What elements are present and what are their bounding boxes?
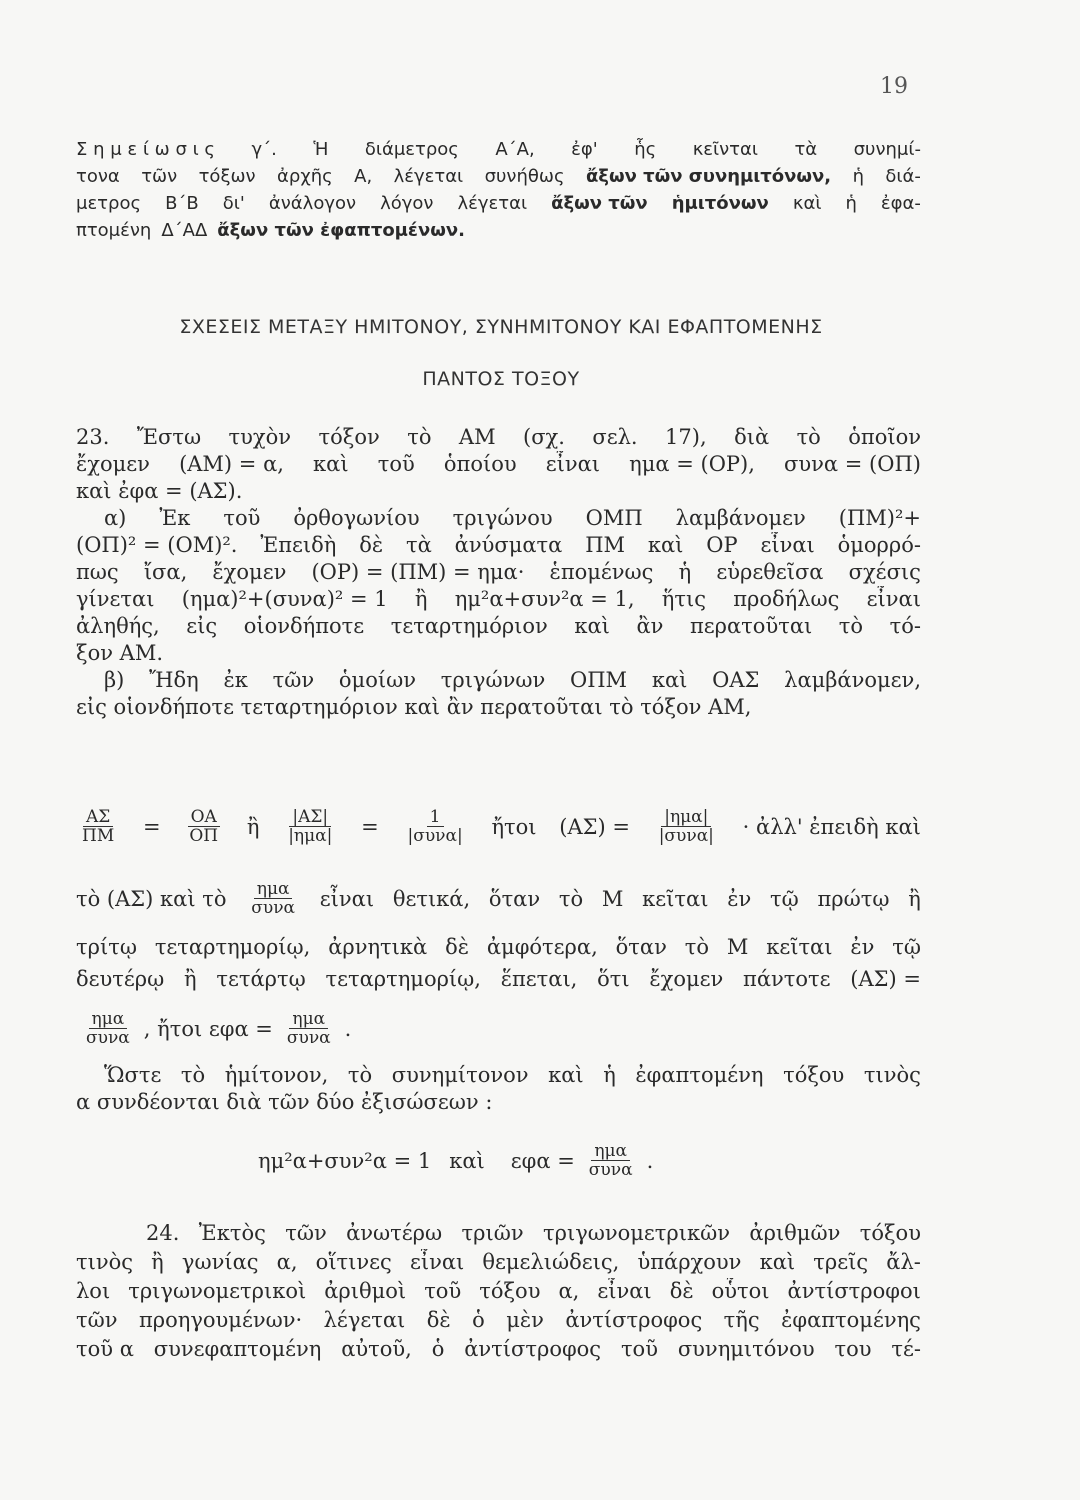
fraction: $\frac{OA}{O\Pi}$ [189,807,219,846]
word: διὰ [734,425,770,449]
fraction: $\frac{|A\Sigma|}{\text{|ημα|}}$ [288,807,333,846]
word: ἥτις [661,587,706,611]
section-23 [76,424,921,721]
word: τῶν [76,1308,118,1332]
word: τυχὸν [228,425,292,449]
word: δὲ [669,1279,694,1303]
text-line [76,694,921,721]
word: , ἤτοι εφα = [143,1016,273,1041]
text-line [76,532,921,559]
word: ὑπάρχουν [637,1250,742,1274]
word: τινὸς [863,1063,921,1087]
word: κεῖνται [692,139,758,160]
word: ὁποίου [443,452,517,476]
word: τόξου [479,1279,541,1303]
word: ἐφ' [571,139,598,160]
word: τὸ [407,425,432,449]
word: περατοῦται [689,614,813,638]
word: . [646,1148,654,1173]
equals: = [361,814,379,839]
word: δὲ [426,1308,451,1332]
word: (ΑΜ) = α, [179,452,284,476]
final-equations [258,1142,653,1179]
word: ἢ [184,967,197,991]
word: τρίτῳ [76,935,137,959]
word: θετικά, [392,886,471,911]
word: ἀνάλογον [268,193,357,214]
section-number: 23. [76,425,110,449]
word: τὸ [838,614,864,638]
word: καὶ [647,533,684,557]
word: (ημα)²+(συνα)² = 1 [181,587,388,611]
bold-term: ἡμιτόνων [671,193,769,214]
fraction: $\frac{A\Sigma}{\Pi M}$ [82,807,115,846]
word: ἀριθμῶν [749,1221,841,1245]
word: τεταρτημορίῳ, [154,935,311,959]
word: τὸ [684,935,709,959]
word: ἀντίστροφοι [787,1279,921,1303]
word: θεμελιώδεις, [482,1250,620,1274]
word: (ΑΣ) = [850,967,921,991]
word: Ἡ [313,139,329,160]
word: ὅτι [597,967,630,991]
word: προδήλως [733,587,840,611]
word: ἔχομεν [649,967,724,991]
word: ἕπεται, [500,967,578,991]
word: ἧς [634,139,657,160]
word: μετρος [76,193,142,214]
bold-term: ἄξων τῶν [551,193,648,214]
text-line [76,163,921,190]
word: ἡ [678,560,692,584]
word: τέ- [891,1337,921,1361]
word: Σ η μ ε ί ω σ ι ς [76,139,215,160]
word: ΑΜ [458,425,496,449]
word: τὸ [347,1063,373,1087]
word: συνεφαπτομένη [153,1337,322,1361]
word: προηγουμένων· [138,1308,303,1332]
word: κεῖται [766,935,833,959]
word: Ἤδη [149,668,199,692]
word: ἢ [414,587,428,611]
word: Α΄Α, [495,139,535,160]
word: γίνεται [76,587,155,611]
word: τοῦ α [76,1337,134,1361]
word: ὁ [431,1337,445,1361]
word: λοι [76,1279,111,1303]
word: ἡ [845,193,857,214]
word: λέγεται [457,193,528,214]
word: τεταρτημορίῳ, [325,967,481,991]
text-line [76,505,921,532]
word: του [834,1337,872,1361]
word: ὁποῖον [848,425,921,449]
word: τὸ [180,1063,206,1087]
word: τονα [76,166,120,187]
word: ἐφαπτομένης [781,1308,921,1332]
word: ἀμφότερα, [486,935,598,959]
text-line [76,1062,921,1089]
word: λέγεται [393,166,464,187]
word: ἡ [852,166,864,187]
formula-ratio-line [76,808,921,845]
word: τριγώνων [440,668,546,692]
equals: = [142,814,161,839]
word: πρώτῳ [817,886,890,911]
word: τῶν [272,668,315,692]
fraction: $\frac{\text{ημα}}{\text{συνα}}$ [286,1009,331,1048]
word: 17), [665,425,707,449]
word: α, [558,1279,580,1303]
word: ημα = (ΟΡ), [629,452,755,476]
section-heading: ΣΧΕΣΕΙΣ ΜΕΤΑΞΥ ΗΜΙΤΟΝΟΥ, ΣΥΝΗΜΙΤΟΝΟΥ ΚΑΙ ΕΦΑΠΤΟΜΕΝΗΣ [179,316,823,338]
text-line [76,424,921,451]
word: εἶναι [545,452,601,476]
word: ξον ΑΜ. [76,641,163,665]
word: τὸ (ΑΣ) καὶ τὸ [76,886,227,911]
word: τῶν [285,1221,327,1245]
word: ἡμίτονον, [224,1063,329,1087]
text-line [76,934,921,961]
word: (ΟΠ)² = (ΟΜ)². [76,533,238,557]
word: ἀριθμοὶ [324,1279,407,1303]
word: τὸ [796,425,821,449]
word: (ΠΜ)²+ [838,506,921,530]
word: ὅταν [615,935,667,959]
word: τόξου [783,1063,845,1087]
word: συνημίτονον [391,1063,529,1087]
word: λέγεται [323,1308,406,1332]
word: καὶ [792,193,822,214]
word: δι' [222,193,245,214]
word: ἀρχῆς [277,166,333,187]
text-line [76,559,921,586]
word: καὶ [759,1250,796,1274]
word: διά- [885,166,921,187]
word: α) [104,506,127,530]
text-line [76,966,921,993]
word: ὁ [472,1308,485,1332]
word: ἐφα- [880,193,921,214]
word: ὅταν [488,886,541,911]
word: Δ΄ΑΔ [161,220,208,241]
word: τόξου [859,1221,921,1245]
word: εἶναι [760,533,815,557]
word: ἀντίστροφος [464,1337,602,1361]
word: καὶ [651,668,688,692]
word: (σχ. [523,425,565,449]
word: τῶν [141,166,178,187]
word: τετάρτῳ [216,967,306,991]
word: τρεῖς [813,1250,869,1274]
word: (ΟΡ) = (ΠΜ) = ημα· [311,560,525,584]
bold-term: ἄξων τῶν ἐφαπτομένων. [217,220,465,241]
word: τοῦ [620,1337,658,1361]
word: Ἐπειδὴ [260,533,337,557]
word: ἐκ [223,668,248,692]
word: τοῦ [424,1279,462,1303]
word: ὁμοίων [338,668,416,692]
word: ἀρνητικὰ [328,935,428,959]
word: σχέσις [848,560,921,584]
word: εἶναι [866,587,921,611]
word: γωνίας [181,1250,259,1274]
word: τῷ [892,935,921,959]
paragraph-continuation [76,934,921,993]
word: ἀντίστροφος [565,1308,703,1332]
word: τὰ [406,533,432,557]
word: ἔχομεν [212,560,287,584]
word: ἀνωτέρω [346,1221,443,1245]
word: λαμβάνομεν [675,506,806,530]
word: τριῶν [461,1221,524,1245]
text-line-fraction [76,880,921,917]
formula-tangent-line [80,1010,351,1047]
word: (ΑΣ) = [559,814,630,839]
word: δευτέρῳ [76,967,165,991]
fraction: $\frac{\text{ημα}}{\text{συνα}}$ [251,879,296,918]
word: εἶναι [409,1250,465,1274]
text-line [76,1278,921,1307]
text-line [76,136,921,163]
word: συνημιτόνου [677,1337,815,1361]
word: δὲ [445,935,470,959]
word: πάντοτε [743,967,831,991]
equation-identity: ημ²α+συν²α = 1 [258,1148,432,1173]
word: οἱονδήποτε [243,614,365,638]
word: . [344,1016,352,1041]
text-line [76,613,921,640]
word: τὸ [558,886,584,911]
text-line [76,1249,921,1278]
word: Α, [354,166,373,187]
word: ἐν [727,886,752,911]
word: ἢ [908,886,921,911]
word: τόξον [318,425,380,449]
word: συνα = (ΟΠ) [784,452,921,476]
word: κεῖται [642,886,709,911]
word: ἢ [246,814,260,839]
word: λόγον [380,193,434,214]
word: ἀληθής, [76,614,160,638]
word: μὲν [506,1308,544,1332]
word: ἄλ- [886,1250,921,1274]
word: Β΄Β [165,193,199,214]
word: καὶ [313,452,349,476]
text-line [76,1089,921,1116]
word: ἀνύσματα [454,533,563,557]
word: τριγωνομετρικῶν [543,1221,731,1245]
text-line [76,1336,921,1365]
word: τεταρτημόριον [390,614,548,638]
word: εἶναι [319,886,375,911]
word: οὗτοι [711,1279,770,1303]
word: τῷ [770,886,799,911]
word: καὶ ἐφα = (ΑΣ). [76,479,243,503]
word: εἰς οἱονδήποτε τεταρτημόριον καὶ ἂν περατοῦται τὸ τόξον ΑΜ, [76,695,752,719]
word: δὲ [359,533,384,557]
word: Ἔστω [136,425,202,449]
word: εἰς [186,614,218,638]
section-24 [76,1220,921,1365]
word: ἡ [603,1063,616,1087]
word: τριγωνομετρικοὶ [128,1279,307,1303]
word: Ἐκτὸς [198,1221,266,1245]
word: ΟΡ [706,533,738,557]
word: ἂν [636,614,664,638]
word: α συνδέονται διὰ τῶν δύο ἐξισώσεων : [76,1090,493,1114]
word: πως [76,560,119,584]
word: εἶναι [597,1279,652,1303]
word: ΟΠΜ [570,668,628,692]
word: Ὥστε [104,1063,162,1087]
word: εφα = [510,1148,575,1173]
word: α, [276,1250,298,1274]
word: ἔχομεν [76,452,150,476]
word: συνημί- [853,139,921,160]
word: διάμετρος [364,139,459,160]
word: λαμβάνομεν, [784,668,921,692]
word: ημ²α+συν²α = 1, [454,587,635,611]
word: τοῦ [377,452,415,476]
word: τόξων [198,166,256,187]
text-line [76,1307,921,1336]
fraction: $\frac{1}{\text{|συνα|}}$ [407,807,463,846]
word: ἐν [850,935,875,959]
text-line [76,451,921,478]
fraction: $\frac{\text{ημα}}{\text{συνα}}$ [588,1141,633,1180]
section-number: 24. [146,1221,180,1245]
page-number: 19 [880,74,908,99]
word: ἐφαπτομένη [635,1063,764,1087]
word: εὑρεθεῖσα [716,560,824,584]
word: ἑπομένως [549,560,654,584]
word: οἵτινες [315,1250,392,1274]
word: ἤτοι [491,814,537,839]
word: πτομένη [76,220,152,241]
word: τό- [889,614,921,638]
word: τῆς [723,1308,760,1332]
fraction: $\frac{\text{ημα}}{\text{συνα}}$ [86,1009,130,1048]
word: καὶ [449,1148,485,1173]
word: Μ [601,886,624,911]
word: τοῦ [223,506,261,530]
word: Μ [726,935,749,959]
text-line [76,1220,921,1249]
word: ΟΜΠ [585,506,643,530]
word: ὁμορρό- [837,533,921,557]
word: σελ. [592,425,638,449]
word: γ΄. [251,139,277,160]
word: ἴσα, [143,560,188,584]
bold-term: ἄξων τῶν συνημιτόνων, [585,166,832,187]
note-paragraph [76,136,921,244]
text-line [76,190,921,217]
text-line [76,640,921,667]
word: ἢ [151,1250,164,1274]
word: καὶ [548,1063,584,1087]
word: αὐτοῦ, [341,1337,412,1361]
word: καὶ [574,614,610,638]
section-heading-2: ΠΑΝΤΟΣ ΤΟΞΟΥ [422,368,580,390]
text-line [76,586,921,613]
text-line [76,667,921,694]
text-line [76,478,921,505]
word: τριγώνου [452,506,553,530]
word: τινὸς [76,1250,134,1274]
word: ὀρθογωνίου [293,506,420,530]
word: ΟΑΣ [712,668,760,692]
word: συνήθως [484,166,565,187]
fraction: $\frac{\text{|ημα|}}{\text{|συνα|}}$ [658,807,714,846]
word: · ἀλλ' ἐπειδὴ καὶ [742,814,921,839]
word: ΠΜ [585,533,626,557]
word: Ἐκ [159,506,191,530]
text-line [76,217,921,244]
summary-paragraph [76,1062,921,1116]
word: τὰ [794,139,818,160]
word: β) [104,668,125,692]
